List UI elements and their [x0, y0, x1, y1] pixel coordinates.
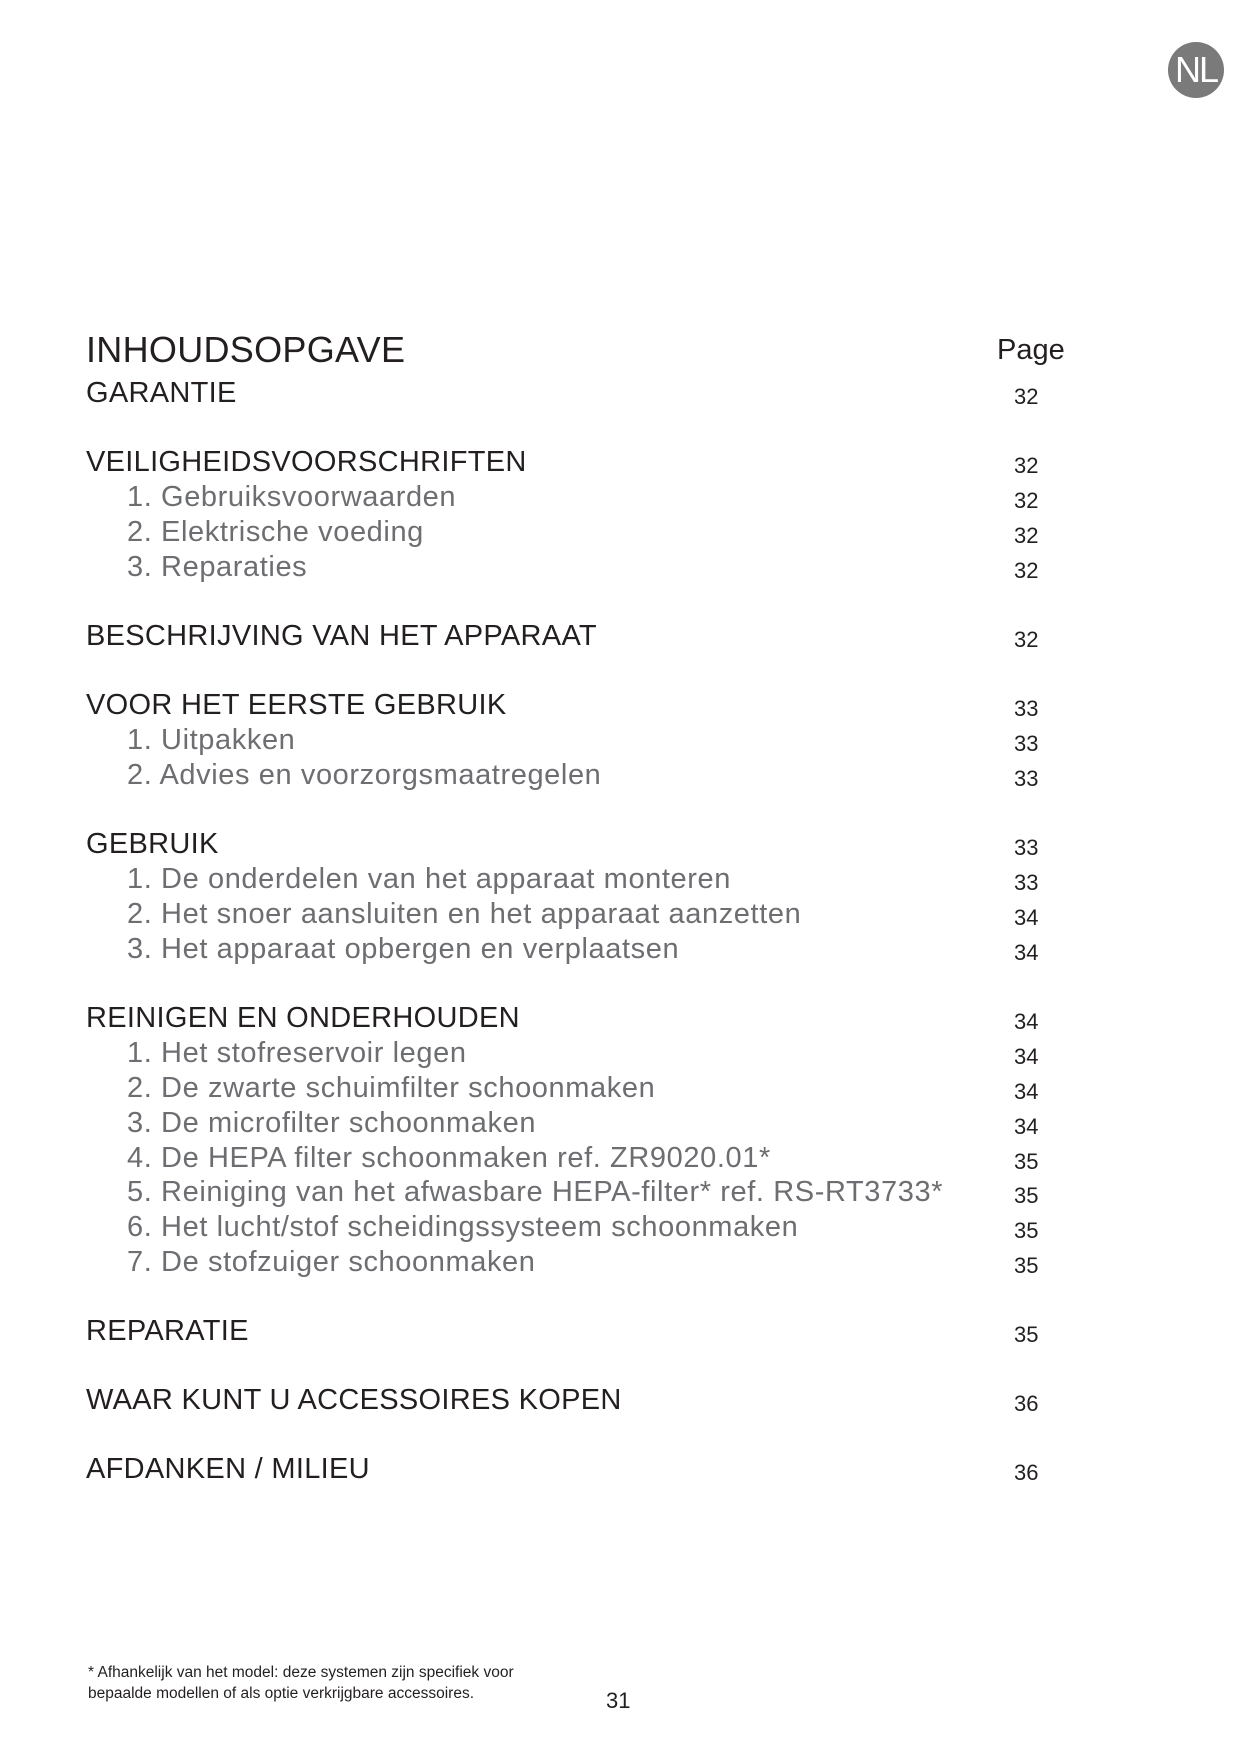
toc-entry-label: 3. Het apparaat opbergen en verplaatsen — [127, 933, 680, 965]
toc-entry-label: GEBRUIK — [86, 828, 219, 860]
toc-entry-label: 6. Het lucht/stof scheidingssysteem schoonmaken — [127, 1211, 799, 1243]
toc-entry-page: 36 — [1014, 1460, 1039, 1485]
toc-entry-page: 32 — [1014, 488, 1039, 513]
footnote-line: bepaalde modellen of als optie verkrijgbare accessoires. — [88, 1685, 474, 1702]
toc-entry-label: AFDANKEN / MILIEU — [86, 1453, 370, 1485]
toc-entry-label: VEILIGHEIDSVOORSCHRIFTEN — [86, 446, 527, 478]
toc-entry-label: 3. De microfilter schoonmaken — [127, 1107, 537, 1139]
toc-entry-label: WAAR KUNT U ACCESSOIRES KOPEN — [86, 1384, 622, 1416]
toc-entry — [0, 1246, 1240, 1283]
toc-entry — [0, 516, 1240, 553]
toc-entry-label: BESCHRIJVING VAN HET APPARAAT — [86, 620, 597, 652]
toc-entry-page: 34 — [1014, 1114, 1039, 1139]
toc-entry-label: 2. Het snoer aansluiten en het apparaat aanzetten — [127, 898, 802, 930]
toc-entry-label: VOOR HET EERSTE GEBRUIK — [86, 689, 507, 721]
toc-entry — [0, 898, 1240, 935]
toc-entry-label: 7. De stofzuiger schoonmaken — [127, 1246, 536, 1278]
toc-entry — [0, 551, 1240, 588]
toc-entry-label: REINIGEN EN ONDERHOUDEN — [86, 1002, 520, 1034]
toc-entry-page: 35 — [1014, 1183, 1039, 1208]
toc-entry-page: 32 — [1014, 558, 1039, 583]
toc-entry-label: 1. Gebruiksvoorwaarden — [127, 481, 457, 513]
toc-entry-label: 3. Reparaties — [127, 551, 308, 583]
toc-entry — [0, 759, 1240, 796]
toc-entry — [0, 1142, 1240, 1179]
toc-entry — [0, 689, 1240, 726]
toc-entry-page: 32 — [1014, 627, 1039, 652]
toc-entry — [0, 1176, 1240, 1213]
toc-entry-page: 34 — [1014, 1044, 1039, 1069]
toc-entry-label: REPARATIE — [86, 1315, 249, 1347]
toc-entry — [0, 1384, 1240, 1421]
toc-entry-page: 32 — [1014, 523, 1039, 548]
toc-entry — [0, 446, 1240, 483]
language-badge: NL — [1168, 42, 1224, 98]
toc-entry-page: 34 — [1014, 1009, 1039, 1034]
toc-entry — [0, 377, 1240, 414]
toc-entry — [0, 933, 1240, 970]
page-number: 31 — [606, 1688, 631, 1713]
toc-entry-page: 33 — [1014, 696, 1039, 721]
toc-entry-page: 34 — [1014, 940, 1039, 965]
footnote — [88, 1662, 608, 1704]
toc-entry-label: 2. Elektrische voeding — [127, 516, 424, 548]
toc-entry — [0, 620, 1240, 657]
toc-entry-page: 32 — [1014, 453, 1039, 478]
toc-entry-label: 1. Het stofreservoir legen — [127, 1037, 467, 1069]
toc-entry-page: 36 — [1014, 1391, 1039, 1416]
toc-entry — [0, 1315, 1240, 1352]
toc-entry — [0, 724, 1240, 761]
toc-entry-page: 34 — [1014, 905, 1039, 930]
toc-entry-label: GARANTIE — [86, 377, 237, 409]
toc-entry-page: 35 — [1014, 1253, 1039, 1278]
toc-entry-page: 33 — [1014, 731, 1039, 756]
toc-entry-page: 35 — [1014, 1322, 1039, 1347]
toc-entry-label: 2. Advies en voorzorgsmaatregelen — [127, 759, 602, 791]
toc-entry-page: 33 — [1014, 870, 1039, 895]
toc-entry — [0, 1037, 1240, 1074]
toc-entry — [0, 1211, 1240, 1248]
toc-entry-label: 2. De zwarte schuimfilter schoonmaken — [127, 1072, 656, 1104]
toc-entry — [0, 828, 1240, 865]
toc-entry-label: 1. De onderdelen van het apparaat monteren — [127, 863, 731, 895]
toc-entry — [0, 1002, 1240, 1039]
toc-entry-label: 5. Reiniging van het afwasbare HEPA-filter* ref. RS-RT3733* — [127, 1176, 944, 1208]
toc-entry-page: 33 — [1014, 835, 1039, 860]
toc-entry-label: 4. De HEPA filter schoonmaken ref. ZR9020.01* — [127, 1142, 771, 1174]
toc-entry — [0, 481, 1240, 518]
toc-entry-page: 33 — [1014, 766, 1039, 791]
toc-title: INHOUDSOPGAVE — [86, 329, 406, 370]
toc-entry — [0, 1453, 1240, 1490]
toc-entry — [0, 1107, 1240, 1144]
toc-entry-page: 34 — [1014, 1079, 1039, 1104]
toc-entry-label: 1. Uitpakken — [127, 724, 296, 756]
footnote-line: * Afhankelijk van het model: deze systemen zijn specifiek voor — [88, 1664, 514, 1681]
toc-entry-page: 35 — [1014, 1218, 1039, 1243]
toc-entry-page: 32 — [1014, 384, 1039, 409]
toc-entry — [0, 1072, 1240, 1109]
toc-entry-page: 35 — [1014, 1149, 1039, 1174]
toc-entry — [0, 863, 1240, 900]
page-column-header: Page — [997, 334, 1065, 366]
